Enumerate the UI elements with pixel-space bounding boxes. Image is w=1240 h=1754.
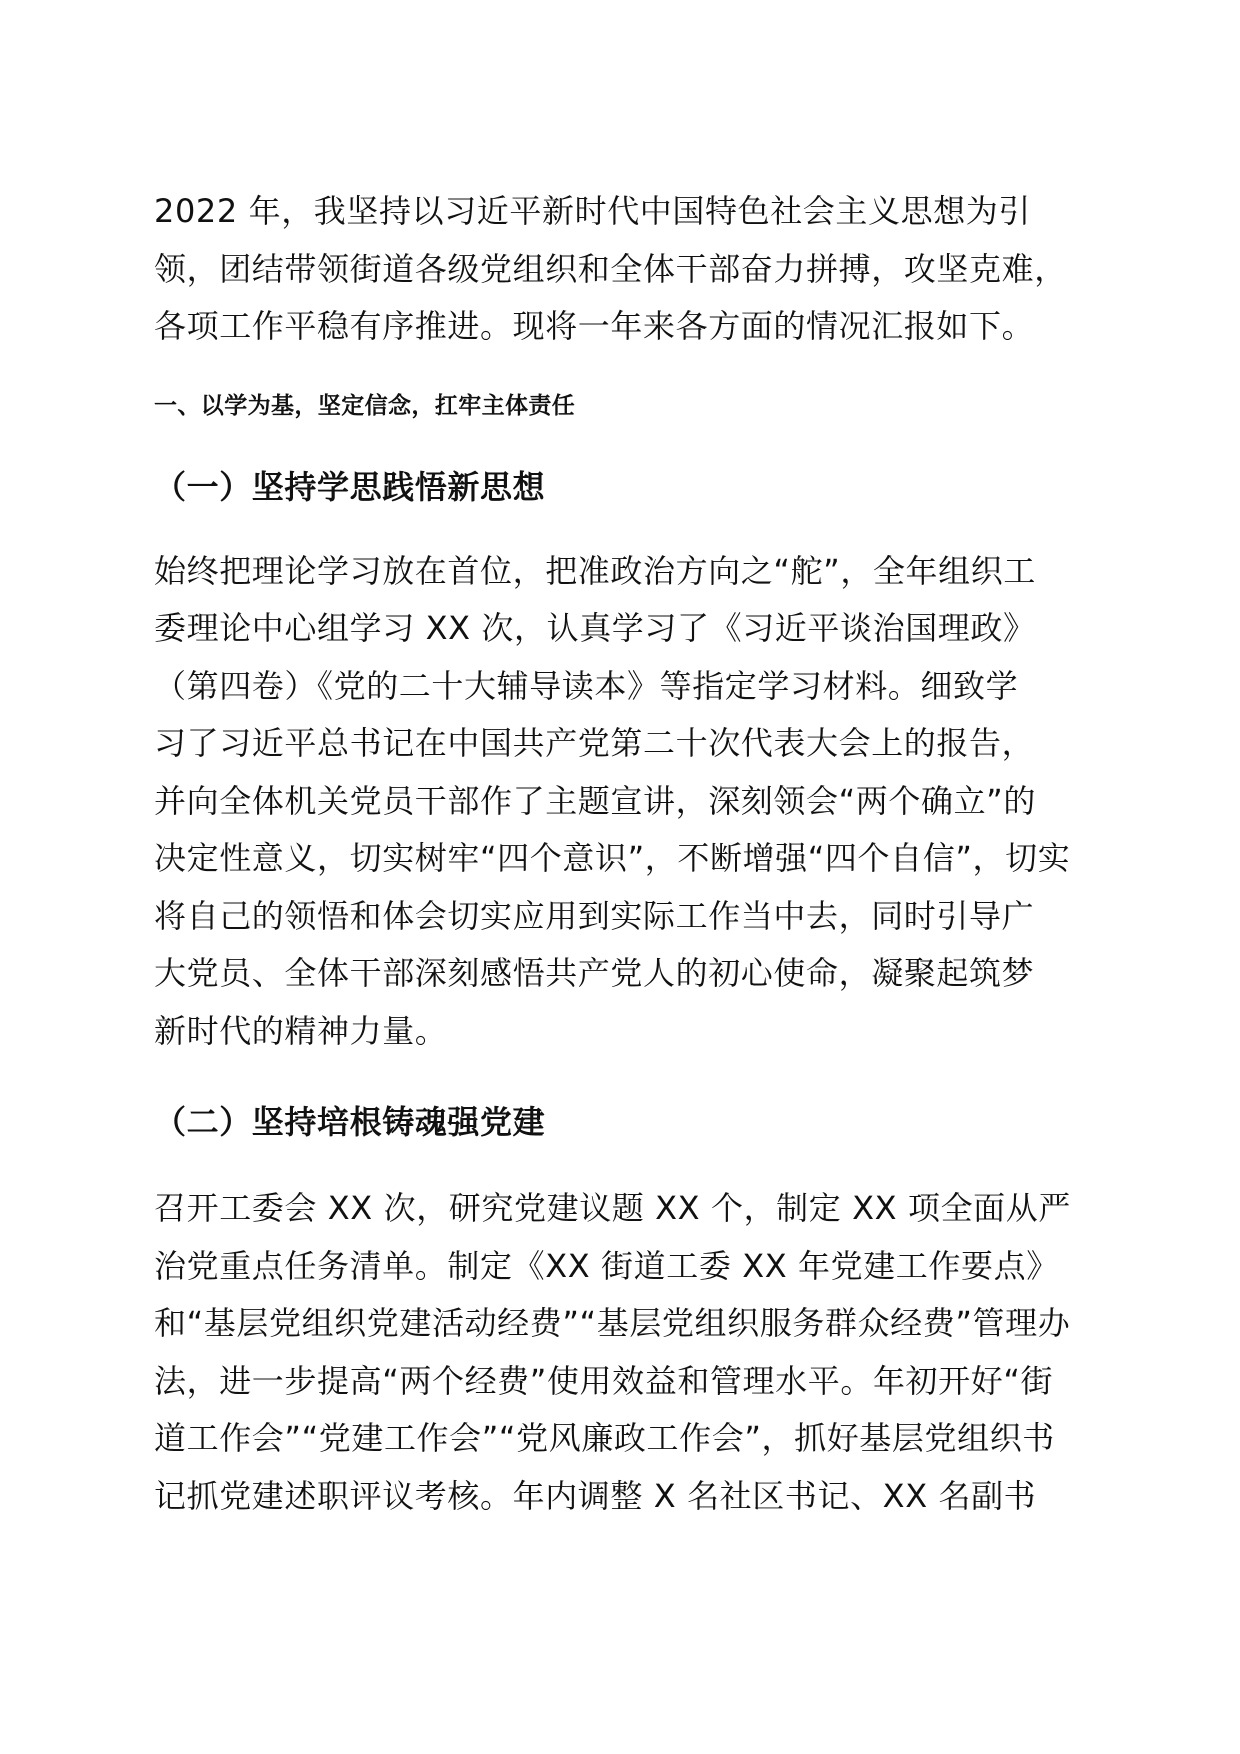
section-heading: 一、以学为基，坚定信念，扛牢主体责任 <box>154 392 576 419</box>
paragraph-line: 和“基层党组织党建活动经费”“基层党组织服务群众经费”管理办 <box>154 1304 1071 1342</box>
paragraph-line: 领，团结带领街道各级党组织和全体干部奋力拼搏，攻坚克难， <box>154 249 1067 288</box>
paragraph-line: 记抓党建述职评议考核。年内调整 X 名社区书记、XX 名副书 <box>154 1476 1037 1515</box>
paragraph-line: 2022 年，我坚持以习近平新时代中国特色社会主义思想为引 <box>154 192 1032 230</box>
intro-paragraph <box>154 183 1094 356</box>
paragraph-line: 委理论中心组学习 XX 次，认真学习了《习近平谈治国理政》 <box>154 609 1036 647</box>
paragraph-line: 并向全体机关党员干部作了主题宣讲，深刻领会“两个确立”的 <box>154 781 1036 820</box>
paragraph-line: 始终把理论学习放在首位，把准政治方向之“舵”，全年组织工 <box>154 551 1036 590</box>
paragraph-line: 将自己的领悟和体会切实应用到实际工作当中去，同时引导广 <box>154 896 1035 935</box>
paragraph-line: 习了习近平总书记在中国共产党第二十次代表大会上的报告， <box>154 724 1035 762</box>
paragraph-line: 决定性意义，切实树牢“四个意识”，不断增强“四个自信”，切实 <box>154 839 1071 877</box>
subsection-paragraph <box>154 1180 1094 1525</box>
paragraph-line: 各项工作平稳有序推进。现将一年来各方面的情况汇报如下。 <box>154 307 1035 345</box>
paragraph-line: 治党重点任务清单。制定《XX 街道工委 XX 年党建工作要点》 <box>154 1246 1059 1285</box>
subsection-paragraph <box>154 543 1094 1061</box>
paragraph-line: （第四卷）《党的二十大辅导读本》等指定学习材料。细致学 <box>154 666 1019 705</box>
paragraph-line: 召开工委会 XX 次，研究党建议题 XX 个，制定 XX 项全面从严 <box>154 1189 1071 1227</box>
paragraph-line: 新时代的精神力量。 <box>154 1011 448 1050</box>
subsection-heading: （二）坚持培根铸魂强党建 <box>154 1103 546 1141</box>
paragraph-line: 法，进一步提高“两个经费”使用效益和管理水平。年初开好“街 <box>154 1361 1054 1400</box>
paragraph-line: 大党员、全体干部深刻感悟共产党人的初心使命，凝聚起筑梦 <box>154 954 1035 992</box>
paragraph-line: 道工作会”“党建工作会”“党风廉政工作会”，抓好基层党组织书 <box>154 1419 1055 1457</box>
document-body <box>154 183 1094 1525</box>
subsection-heading: （一）坚持学思践悟新思想 <box>154 467 546 506</box>
